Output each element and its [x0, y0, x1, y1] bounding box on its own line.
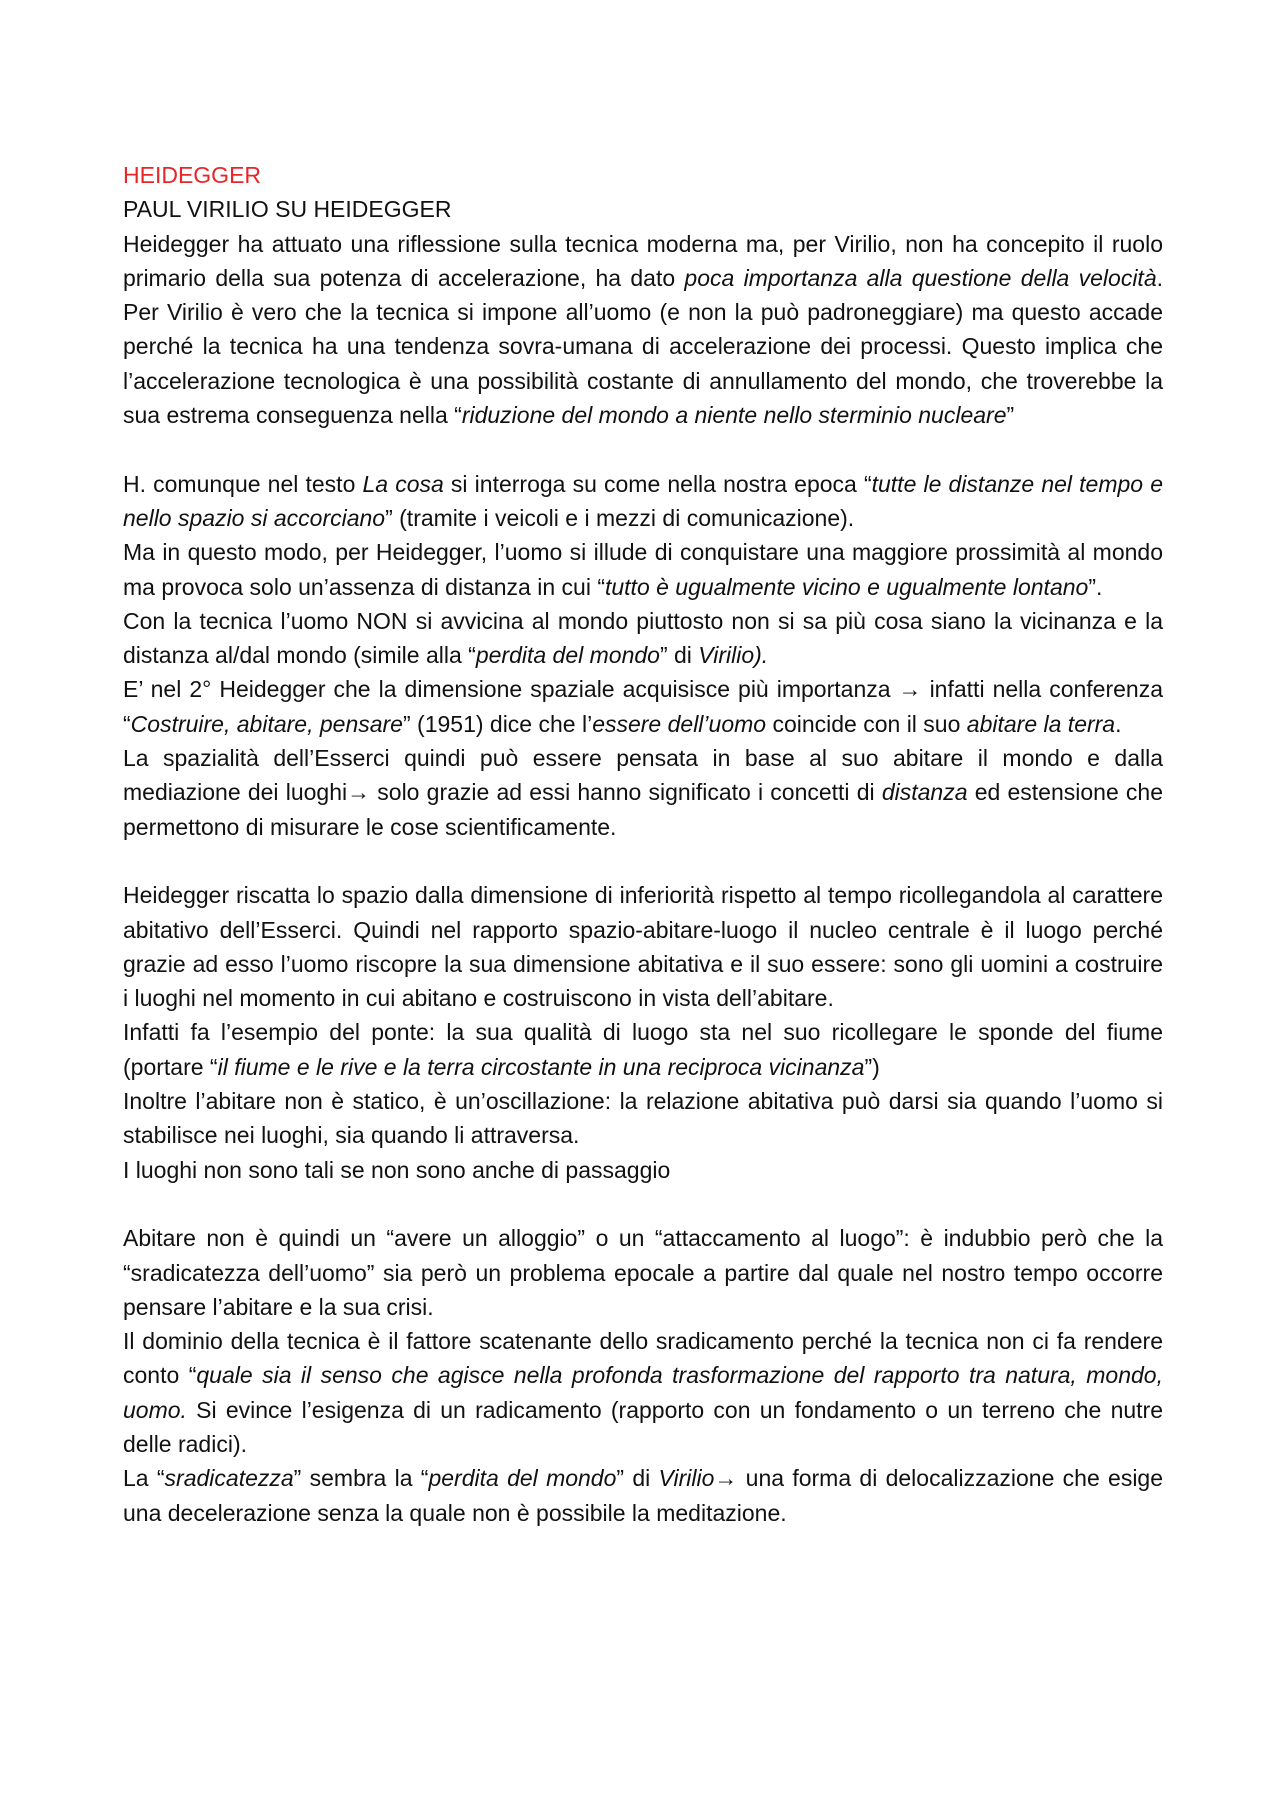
- italic-text: La cosa: [362, 470, 444, 497]
- text-run: H. comunque nel testo: [123, 470, 363, 497]
- italic-text: Virilio).: [698, 642, 769, 669]
- text-run: ” (1951) dice che l’: [402, 710, 593, 737]
- italic-text: sradicatezza: [164, 1465, 294, 1492]
- document-subtitle: PAUL VIRILIO SU HEIDEGGER: [123, 196, 452, 223]
- paragraph: [123, 741, 1163, 844]
- italic-text: perdita del mondo: [428, 1465, 617, 1492]
- text-run: E’ nel 2° Heidegger che la dimensione spaziale acquisisce più importanza → infatti nella conferenza “: [123, 676, 1163, 737]
- document-body: [123, 227, 1163, 1530]
- text-run: Abitare non è quindi un “avere un alloggio” o un “attaccamento al luogo”: è indubbio però che la “sradicatezza dell’uomo” sia però un problema epocale a partire dal quale nel nostro tempo occorre pensare l’abitare e la sua crisi.: [123, 1225, 1163, 1320]
- text-run: Il dominio della tecnica è il fattore scatenante dello sradicamento perché la tecnica non ci fa rendere conto “: [123, 1328, 1163, 1389]
- paragraph: [123, 878, 1163, 1015]
- paragraph: [123, 227, 1163, 433]
- text-run: ” di: [616, 1465, 659, 1492]
- text-run: ”.: [1088, 573, 1103, 600]
- paragraph: [123, 604, 1163, 673]
- text-run: . Per Virilio è vero che la tecnica si impone all’uomo (e non la può padroneggiare) ma questo accade perché la tecnica ha una tendenza sovra-umana di accelerazione dei processi. Questo implica che l’accelerazione tecnologica è una possibilità costante di annullamento del mondo, che troverebbe la sua estrema conseguenza nella “: [123, 264, 1164, 429]
- text-run: Heidegger ha attuato una riflessione sulla tecnica moderna ma, per Virilio, non ha concepito il ruolo primario della sua potenza di accelerazione, ha dato: [123, 230, 1163, 291]
- italic-text: distanza: [881, 779, 968, 806]
- italic-text: perdita del mondo: [475, 642, 660, 669]
- text-run: ” (tramite i veicoli e i mezzi di comunicazione).: [385, 504, 855, 531]
- text-run: Heidegger riscatta lo spazio dalla dimensione di inferiorità rispetto al tempo ricollegandola al carattere abitativo dell’Esserci. Quindi nel rapporto spazio-abitare-luogo il nucleo centrale è il luogo perché grazie ad esso l’uomo riscopre la sua dimensione abitativa e il suo essere: sono gli uomini a costruire i luoghi nel momento in cui abitano e costruiscono in vista dell’abitare.: [123, 882, 1163, 1012]
- text-run: .: [1115, 710, 1122, 737]
- italic-text: tutte le distanze nel tempo e nello spazio si accorciano: [123, 470, 1163, 531]
- text-run: Inoltre l’abitare non è statico, è un’oscillazione: la relazione abitativa può darsi sia quando l’uomo si stabilisce nei luoghi, sia quando li attraversa.: [123, 1088, 1163, 1149]
- text-run: ” sembra la “: [293, 1465, 429, 1492]
- italic-text: tutto è ugualmente vicino e ugualmente lontano: [604, 573, 1089, 600]
- document-title: HEIDEGGER: [123, 162, 262, 188]
- text-run: coincide con il suo: [766, 710, 967, 737]
- paragraph: [123, 1153, 1163, 1187]
- italic-text: riduzione del mondo a niente nello sterminio nucleare: [461, 402, 1007, 429]
- paragraph: [123, 672, 1163, 741]
- section-gap: [123, 1187, 1163, 1221]
- paragraph: [123, 467, 1163, 536]
- section-gap: [123, 844, 1163, 878]
- paragraph: [123, 1461, 1163, 1530]
- italic-text: poca importanza alla questione della velocità: [684, 264, 1157, 291]
- text-run: Si evince l’esigenza di un radicamento (rapporto con un fondamento o un terreno che nutre delle radici).: [123, 1396, 1163, 1457]
- text-run: si interroga su come nella nostra epoca “: [443, 470, 872, 497]
- paragraph: [123, 1324, 1163, 1461]
- section-gap: [123, 432, 1163, 466]
- text-run: Infatti fa l’esempio del ponte: la sua qualità di luogo sta nel suo ricollegare le sponde del fiume (portare “: [123, 1019, 1163, 1080]
- text-run: I luoghi non sono tali se non sono anche di passaggio: [123, 1156, 671, 1183]
- text-run: ed estensione che permettono di misurare le cose scientificamente.: [123, 779, 1164, 840]
- italic-text: abitare la terra: [966, 710, 1116, 737]
- paragraph: [123, 535, 1163, 604]
- text-run: La spazialità dell’Esserci quindi può essere pensata in base al suo abitare il mondo e dalla mediazione dei luoghi→ solo grazie ad essi hanno significato i concetti di: [123, 745, 1163, 806]
- text-run: ”: [1006, 402, 1015, 429]
- paragraph: [123, 1221, 1163, 1324]
- paragraph: [123, 1015, 1163, 1084]
- text-run: ”): [864, 1053, 880, 1080]
- italic-text: quale sia il senso che agisce nella profonda trasformazione del rapporto tra natura, mondo, uomo.: [123, 1362, 1163, 1423]
- italic-text: Costruire, abitare, pensare: [130, 710, 403, 737]
- text-run: Ma in questo modo, per Heidegger, l’uomo si illude di conquistare una maggiore prossimità al mondo ma provoca solo un’assenza di distanza in cui “: [123, 539, 1163, 600]
- text-run: Con la tecnica l’uomo NON si avvicina al mondo piuttosto non si sa più cosa siano la vicinanza e la distanza al/dal mondo (simile alla “: [123, 607, 1163, 669]
- italic-text: essere dell’uomo: [592, 710, 767, 737]
- text-run: ” di: [659, 642, 699, 669]
- paragraph: [123, 1084, 1163, 1153]
- text-run: → una forma di delocalizzazione che esige una decelerazione senza la quale non è possibile la meditazione.: [123, 1465, 1164, 1526]
- italic-text: Virilio: [658, 1465, 715, 1492]
- italic-text: il fiume e le rive e la terra circostante in una reciproca vicinanza: [217, 1053, 865, 1080]
- document-page: [123, 158, 1163, 1530]
- text-run: La “: [123, 1465, 165, 1492]
